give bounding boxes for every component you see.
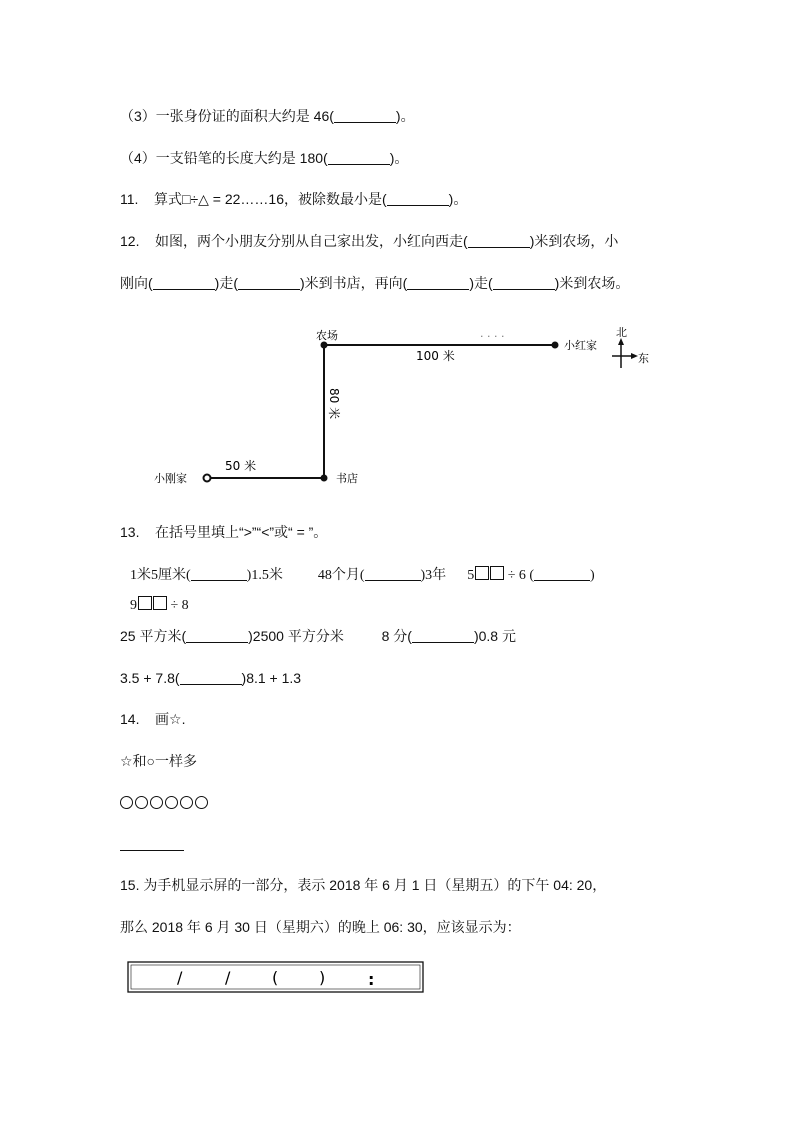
answer-blank[interactable]	[191, 568, 247, 581]
bookstore-label: 书店	[336, 472, 358, 485]
route-map	[140, 320, 680, 495]
answer-blank[interactable]	[153, 277, 215, 290]
xiaohong-home-point	[552, 342, 559, 349]
farm-label: 农场	[316, 329, 338, 342]
answer-blank[interactable]	[180, 672, 242, 685]
xiaogang-home-label: 小刚家	[154, 472, 187, 485]
q13-prompt: 13. 在括号里填上“>”“<”或“ = ”。	[120, 524, 328, 540]
farm-point	[321, 342, 328, 349]
phone-display-box[interactable]	[127, 961, 425, 995]
answer-blank[interactable]	[493, 277, 555, 290]
answer-blank[interactable]	[334, 110, 396, 123]
q13-row2: 25 平方米( )2500 平方分米 8 分( )0.8 元	[120, 628, 516, 644]
xiaogang-home-point	[204, 475, 211, 482]
time-colon: :	[368, 970, 375, 989]
q13-row1b: 9 ÷ 8	[130, 598, 189, 613]
circle-row	[120, 794, 210, 812]
north-label: 北	[616, 326, 627, 339]
q11: 11. 算式□÷△ = 22……16，被除数最小是( )。	[120, 191, 468, 207]
circle-icon	[135, 796, 148, 809]
q13-row3: 3.5 + 7.8( )8.1 + 1.3	[120, 670, 302, 686]
paren-open: (	[272, 968, 279, 987]
digit-box[interactable]	[153, 596, 167, 610]
compass-icon	[612, 338, 638, 368]
answer-blank[interactable]	[387, 193, 449, 206]
date-separator-1: /	[177, 968, 183, 987]
circle-icon	[165, 796, 178, 809]
circle-icon	[120, 796, 133, 809]
east-label: 东	[638, 352, 649, 365]
answer-blank[interactable]	[468, 235, 530, 248]
q12-line2: 刚向( )走( )米到书店，再向( )走( )米到农场。	[120, 275, 630, 291]
q10-item4: （4）一支铅笔的长度大约是 180( )。	[120, 150, 409, 166]
digit-box[interactable]	[138, 596, 152, 610]
q10-item3: （3）一张身份证的面积大约是 46( )。	[120, 108, 415, 124]
digit-box[interactable]	[475, 566, 489, 580]
answer-blank[interactable]	[365, 568, 421, 581]
answer-blank[interactable]	[407, 277, 469, 290]
digit-box[interactable]	[490, 566, 504, 580]
xiaohong-home-label: 小红家	[564, 339, 597, 352]
answer-blank[interactable]	[412, 630, 474, 643]
q14-prompt: 14. 画☆.	[120, 711, 186, 727]
q15-line2: 那么 2018 年 6 月 30 日（星期六）的晚上 06: 30，应该显示为：	[120, 919, 521, 935]
answer-blank[interactable]	[238, 277, 300, 290]
bookstore-point	[321, 475, 328, 482]
circle-icon	[150, 796, 163, 809]
q15-line1: 15. 为手机显示屏的一部分，表示 2018 年 6 月 1 日（星期五）的下午 04: 20，	[120, 877, 607, 893]
distance-bottom-label: 50 米	[225, 459, 257, 473]
answer-blank[interactable]	[328, 152, 390, 165]
date-separator-2: /	[225, 968, 231, 987]
q14-line2: ☆和○一样多	[120, 753, 198, 769]
q12-line1: 12. 如图，两个小朋友分别从自己家出发，小红向西走( )米到农场，小	[120, 233, 619, 249]
answer-blank[interactable]	[186, 630, 248, 643]
circle-icon	[195, 796, 208, 809]
answer-line[interactable]	[120, 850, 184, 851]
circle-icon	[180, 796, 193, 809]
distance-top-label: 100 米	[416, 349, 455, 363]
distance-vertical-label: 80 米	[327, 388, 341, 420]
answer-blank[interactable]	[534, 568, 590, 581]
q13-row1: 1米5厘米( )1.5米 48个月( )3年 5 ÷ 6 ( )	[130, 568, 595, 583]
paren-close: )	[319, 968, 326, 987]
dotted-marks: · · · ·	[480, 330, 505, 343]
